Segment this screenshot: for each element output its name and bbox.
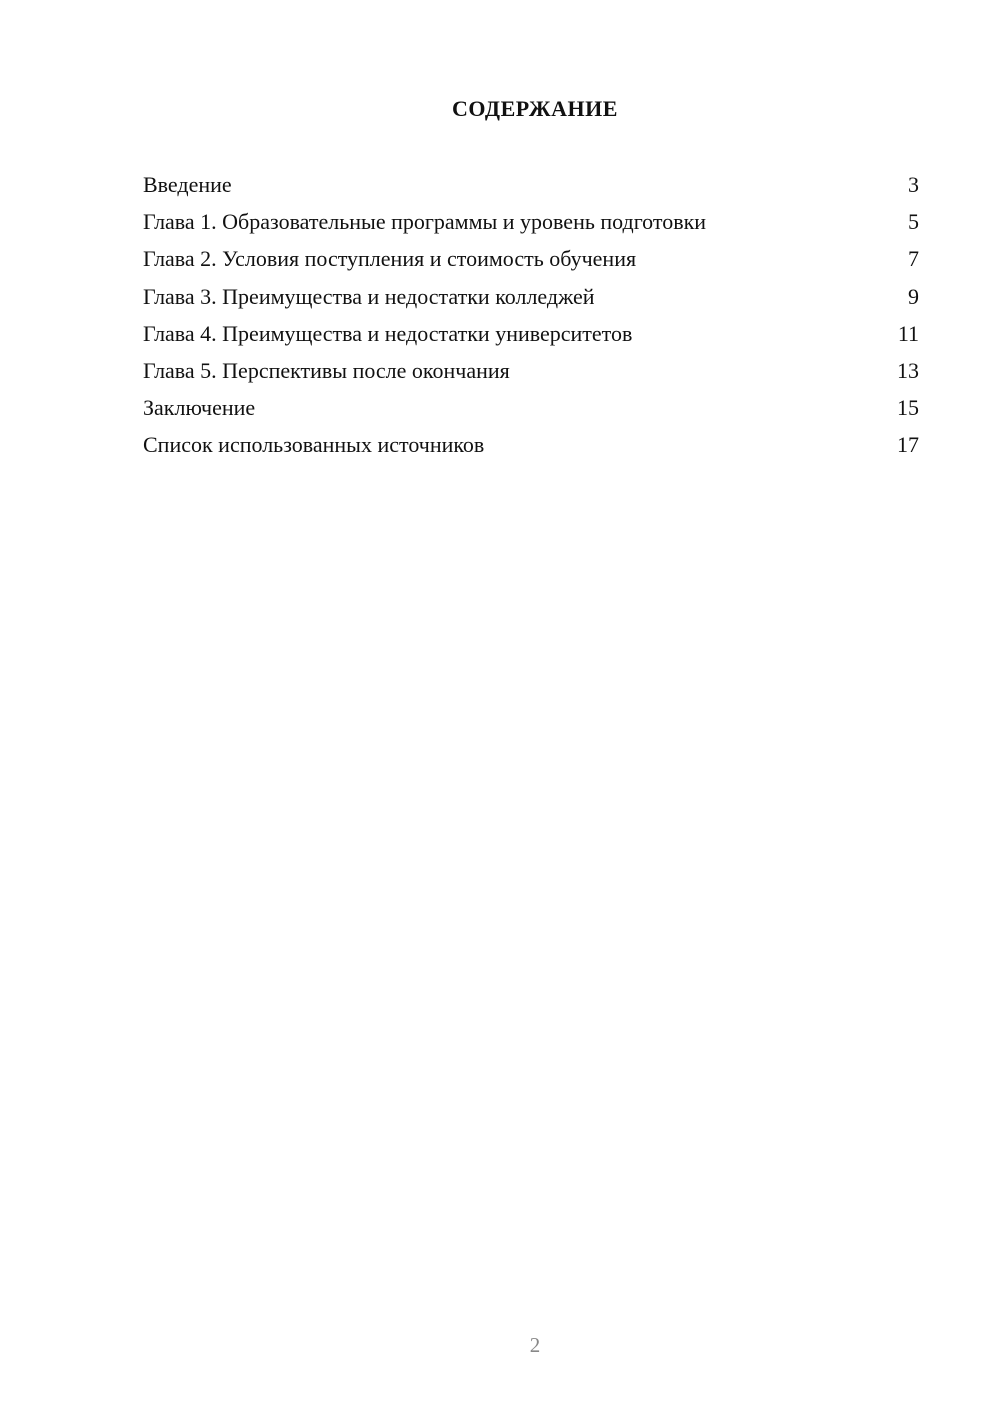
toc-entry-page: 7 [908, 246, 919, 272]
page-title: СОДЕРЖАНИЕ [452, 96, 618, 121]
toc-entry-page: 17 [897, 432, 919, 458]
toc-entry-page: 13 [897, 357, 919, 383]
toc-entry-chapter-2[interactable] [143, 242, 919, 279]
toc-entry-label: Глава 1. Образовательные программы и уровень подготовки [143, 209, 707, 235]
toc-entry-label: Глава 5. Перспективы после окончания [143, 357, 510, 383]
toc-entry-introduction[interactable] [143, 168, 919, 205]
page-number: 2 [529, 1333, 541, 1357]
table-of-contents [143, 168, 919, 466]
toc-entry-page: 15 [897, 395, 919, 421]
toc-entry-chapter-4[interactable] [143, 317, 919, 354]
toc-entry-chapter-5[interactable] [143, 354, 919, 391]
toc-entry-chapter-1[interactable] [143, 205, 919, 242]
toc-entry-label: Введение [143, 172, 232, 197]
toc-entry-page: 11 [897, 320, 919, 346]
toc-entry-page: 3 [908, 172, 919, 197]
toc-entry-label: Заключение [143, 395, 256, 421]
toc-entry-chapter-3[interactable] [143, 280, 919, 317]
toc-entry-page: 5 [908, 209, 919, 235]
toc-entry-label: Список использованных источников [143, 432, 485, 458]
toc-entry-label: Глава 3. Преимущества и недостатки колледжей [143, 283, 595, 309]
toc-entry-page: 9 [908, 283, 919, 309]
toc-entry-label: Глава 2. Условия поступления и стоимость обучения [143, 246, 637, 272]
toc-entry-references[interactable] [143, 428, 919, 465]
toc-entry-conclusion[interactable] [143, 391, 919, 428]
toc-entry-label: Глава 4. Преимущества и недостатки университетов [143, 320, 633, 346]
